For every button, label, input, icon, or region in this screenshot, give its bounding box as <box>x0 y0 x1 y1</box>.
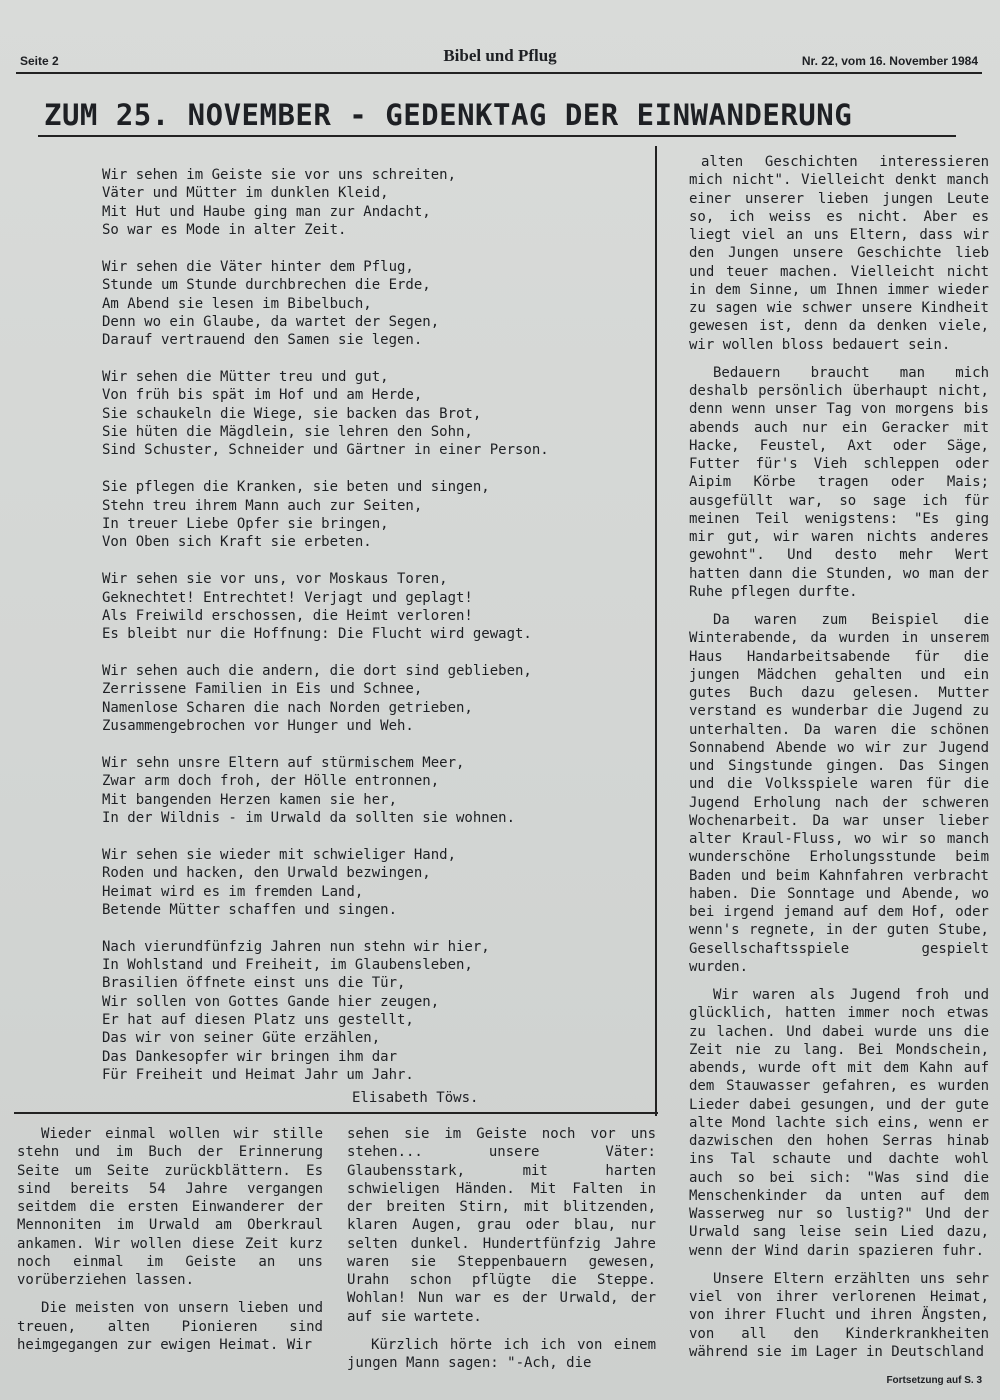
poem-line: In Wohlstand und Freiheit, im Glaubensleben, <box>102 957 473 974</box>
continuation-note: Fortsetzung auf S. 3 <box>886 1375 982 1386</box>
poem-line: Als Freiwild erschossen, die Heimt verloren! <box>102 607 473 624</box>
article-paragraph: Unsere Eltern erzählten uns sehr viel von ihrer verlorenen Heimat, von ihrer Flucht und ihren Ängsten, von all den Kinderkrankheiten während sie im Lager in Deutschland <box>689 1270 989 1360</box>
poem-line: In der Wildnis - im Urwald da sollten sie wohnen. <box>102 809 516 826</box>
poem-line: Zusammengebrochen vor Hunger und Weh. <box>102 718 414 735</box>
article-paragraph: Bedauern braucht man mich deshalb persönlich überhaupt nicht, denn wenn unser Tag von morgens bis abends auch nur ein Geracker mit Hacke, Feustel, Axt oder Säge, Futter für's Vieh schleppen oder Aipim Körbe tragen oder Mais; ausgefüllt war, so sage ich für meinen Teil wenigstens: "Es ging mir gut, wir waren nichts anderes gewohnt". Und desto mehr Wert hatten dann die Stunden, wo man der Ruhe pflegen durfte. <box>689 364 989 600</box>
bottom-left-column-text <box>17 1125 323 1364</box>
poem-line: Stehn treu ihrem Mann auch zur Seiten, <box>102 497 423 514</box>
bottom-middle-column-text <box>347 1125 656 1382</box>
poem-line: Wir sehen im Geiste sie vor uns schreiten, <box>102 167 457 183</box>
poem-line: Geknechtet! Entrechtet! Verjagt und geplagt! <box>102 589 473 606</box>
headline: ZUM 25. NOVEMBER - GEDENKTAG DER EINWANDERUNG <box>44 98 853 132</box>
poem-line: Wir sollen von Gottes Gande hier zeugen, <box>102 993 440 1010</box>
poem-line: Wir sehen die Mütter treu und gut, <box>102 369 389 386</box>
poem-line: Von Oben sich Kraft sie erbeten. <box>102 534 372 551</box>
article-paragraph: Kürzlich hörte ich ich von einem jungen Mann sagen: "-Ach, die <box>347 1336 656 1371</box>
poem-line: Mit bangenden Herzen kamen sie her, <box>102 791 398 808</box>
poem-line: Zwar arm doch froh, der Hölle entronnen, <box>102 773 440 790</box>
poem-line: Zerrissene Familien in Eis und Schnee, <box>102 681 423 698</box>
poem-line: In treuer Liebe Opfer sie bringen, <box>102 516 389 532</box>
poem-stanza <box>102 938 652 1085</box>
poem-line: Mit Hut und Haube ging man zur Andacht, <box>102 203 431 220</box>
right-column-text <box>689 153 989 1371</box>
poem <box>102 166 652 1103</box>
poem-stanza <box>102 846 652 919</box>
poem-line: Das wir von seiner Güte erzählen, <box>102 1030 381 1047</box>
header-rule <box>16 72 982 74</box>
poem-line: Wir sehn unsre Eltern auf stürmischem Meer, <box>102 754 465 771</box>
poem-author: Elisabeth Töws. <box>352 1090 479 1106</box>
poem-line: Wir sehen die Väter hinter dem Pflug, <box>102 258 414 275</box>
poem-line: Er hat auf diesen Platz uns gestellt, <box>102 1012 414 1029</box>
poem-line: Es bleibt nur die Hoffnung: Die Flucht wird gewagt. <box>102 626 532 643</box>
article-paragraph: Die meisten von unsern lieben und treuen, alten Pionieren sind heimgegangen zur ewigen Heimat. Wir <box>17 1300 323 1353</box>
poem-line: Denn wo ein Glaube, da wartet der Segen, <box>102 313 440 330</box>
article-paragraph: alten Geschichten interessieren mich nicht". Vielleicht denkt manch einer unserer lieben jungen Leute so, ich weiss es nicht. Aber es liegt viel an uns Eltern, dass wir den Jungen unsere Geschichte lieb und teuer machen. Vielleicht nicht in dem Sinne, um Ihnen immer wieder zu sagen wie schwer unsere Kindheit gewesen ist, denn da denken viele, wir wollen bloss bedauert sein. <box>689 154 989 353</box>
poem-line: Heimat wird es im fremden Land, <box>102 883 364 900</box>
column-divider <box>655 146 657 1116</box>
poem-line: Betende Mütter schaffen und singen. <box>102 901 398 918</box>
masthead-title: Bibel und Pflug <box>443 46 557 65</box>
poem-stanza <box>102 166 652 239</box>
article-paragraph: Da waren zum Beispiel die Winterabende, da wurden in unserem Haus Handarbeitsabende für die jungen Mädchen gehalten und ein gutes Buch dazu gelesen. Mutter verstand es wunderbar die Jugend zu unterhalten. Da waren die schönen Sonnabend Abende wo wir zur Jugend und Singstunde gingen. Das Singen und die Volksspiele waren für die Jugend Erholung nach der schweren Wochenarbeit. Da war unser lieber alter Kraul-Fluss, wo wir so manch wunderschöne Erholungsstunde beim Baden und beim Kahnfahren verbracht haben. Die Sonntage und Abende, wo bei irgend jemand auf dem Hof, oder wenn's regnete, in der guten Stube, Gesellschaftsspiele gespielt wurden. <box>689 612 989 975</box>
poem-line: Am Abend sie lesen im Bibelbuch, <box>102 295 372 312</box>
poem-line: Namenlose Scharen die nach Norden getrieben, <box>102 699 473 716</box>
poem-line: Nach vierundfünfzig Jahren nun stehn wir hier, <box>102 938 490 955</box>
poem-stanza <box>102 754 652 827</box>
poem-stanza <box>102 662 652 735</box>
poem-line: Wir sehen sie vor uns, vor Moskaus Toren, <box>102 571 448 588</box>
poem-line: Stunde um Stunde durchbrechen die Erde, <box>102 277 431 294</box>
poem-line: Das Dankesopfer wir bringen ihm dar <box>102 1048 398 1065</box>
poem-line: Sie schaukeln die Wiege, sie backen das Brot, <box>102 405 482 422</box>
poem-line: Sie pflegen die Kranken, sie beten und singen, <box>102 479 490 496</box>
poem-stanza <box>102 368 652 460</box>
poem-stanza <box>102 570 652 643</box>
poem-line: Roden und hacken, den Urwald bezwingen, <box>102 865 431 882</box>
poem-line: So war es Mode in alter Zeit. <box>102 222 347 239</box>
poem-line: Darauf vertrauend den Samen sie legen. <box>102 332 423 349</box>
page-number: Seite 2 <box>20 54 59 68</box>
poem-line: Sind Schuster, Schneider und Gärtner in einer Person. <box>102 442 549 459</box>
poem-stanza <box>102 258 652 350</box>
headline-rule <box>38 135 956 137</box>
poem-line: Sie hüten die Mägdlein, sie lehren den Sohn, <box>102 424 473 441</box>
article-paragraph: sehen sie im Geiste noch vor uns stehen... unsere Väter: Glaubensstark, mit harten schwieligen Händen. Mit Falten in der breiten Stirn, mit blitzenden, klaren Augen, grau oder blau, nur selten dunkel. Hundertfünfzig Jahre waren sie Steppenbauern gewesen, Urahn schon pflügte die Steppe. Wohlan! Nun war es der Urwald, der auf sie wartete. <box>347 1126 656 1325</box>
article-paragraph: Wir waren als Jugend froh und glücklich, hatten immer noch etwas zu lachen. Und dabei wurde uns die Zeit nie zu lang. Bei Mondschein, abends, wurde oft mit dem Kahn auf dem Stauwasser gefahren, es wurden Lieder dabei gesungen, und der gute alte Mond lachte sich eins, wenn er dazwischen den hohen Serras hinab ins Tal schaute und dachte wohl auch so bei sich: "Was sind die Menschenkinder da unten auf dem Wasserweg nur so lustig?" Und der Urwald sang leise sein Lied dazu, wenn der Wind darin spazieren fuhr. <box>689 987 989 1259</box>
poem-line: Väter und Mütter im dunklen Kleid, <box>102 185 389 202</box>
poem-bottom-rule <box>14 1112 658 1114</box>
poem-line: Von früh bis spät im Hof und am Herde, <box>102 387 423 404</box>
poem-stanza <box>102 478 652 551</box>
poem-line: Wir sehen sie wieder mit schwieliger Hand, <box>102 846 457 863</box>
poem-line: Brasilien öffnete einst uns die Tür, <box>102 975 406 992</box>
poem-line: Für Freiheit und Heimat Jahr um Jahr. <box>102 1067 414 1084</box>
issue-date: Nr. 22, vom 16. November 1984 <box>801 54 978 68</box>
poem-line: Wir sehen auch die andern, die dort sind geblieben, <box>102 663 532 680</box>
article-paragraph: Wieder einmal wollen wir stille stehn und im Buch der Erinnerung Seite um Seite zurückblättern. Es sind bereits 54 Jahre vergangen seitdem die ersten Einwanderer der Mennoniten im Urwald am Oberkraul ankamen. Wir wollen diese Zeit kurz noch einmal im Geiste an uns vorüberziehen lassen. <box>17 1126 323 1288</box>
